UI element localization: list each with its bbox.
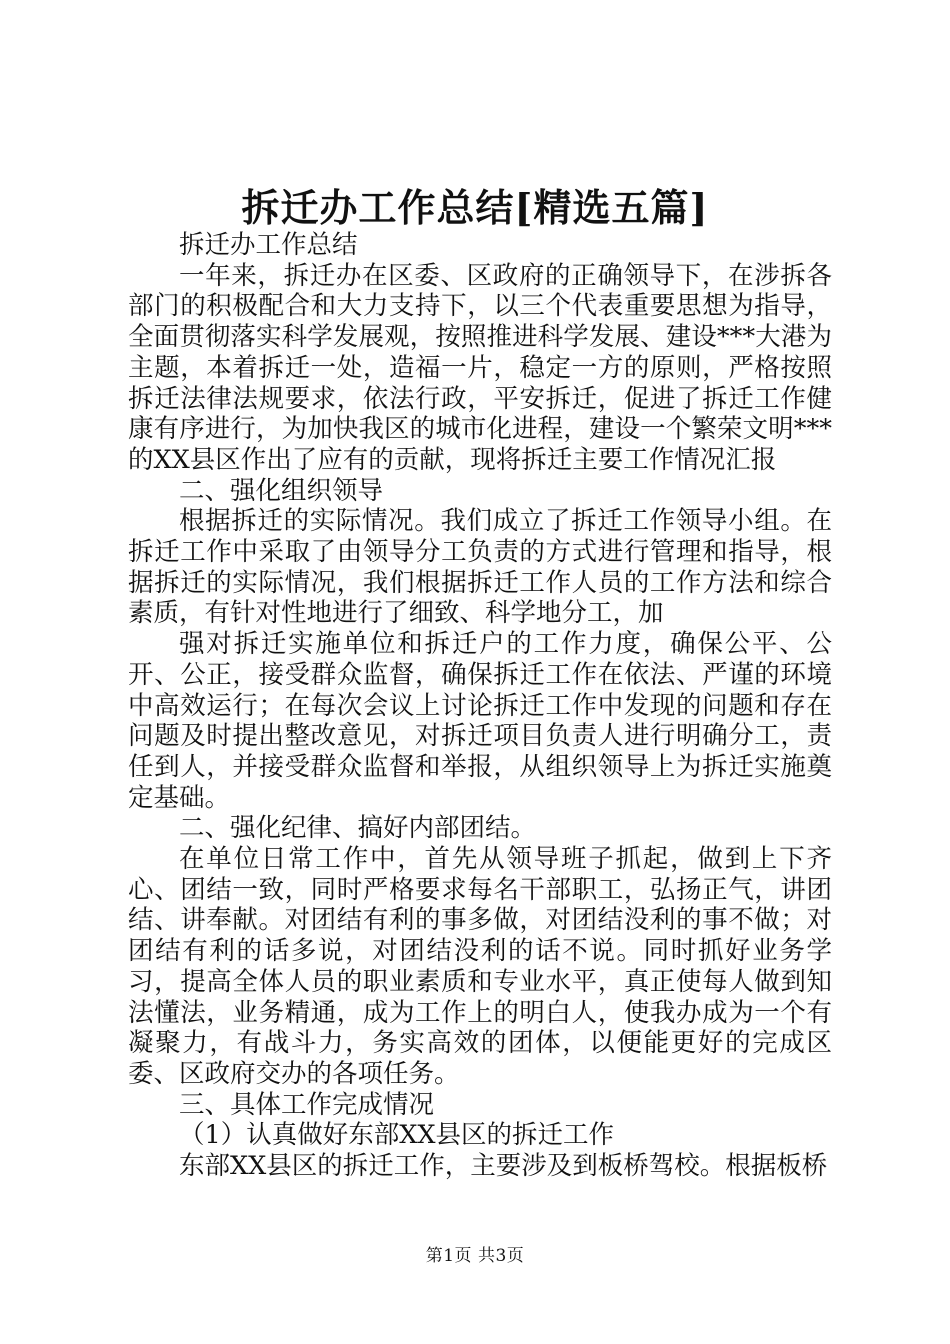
section-heading-discipline: 二、强化纪律、搞好内部团结。: [179, 813, 537, 844]
document-title: 拆迁办工作总结[精选五篇]: [241, 185, 709, 230]
paragraph-discipline: 在单位日常工作中，首先从领导班子抓起，做到上下齐心、团结一致，同时严格要求每名干部职工，弘扬正气，讲团结、讲奉献。对团结有利的事多做，对团结没利的事不做；对团结有利的话多说，对团结没利的话不说。同时抓好业务学习，提高全体人员的职业素质和专业水平，真正使每人做到知法懂法，业务精通，成为工作上的明白人，使我办成为一个有凝聚力，有战斗力，务实高效的团体，以便能更好的完成区委、区政府交办的各项任务。: [128, 844, 832, 1089]
paragraph-organization: 根据拆迁的实际情况。我们成立了拆迁工作领导小组。在拆迁工作中采取了由领导分工负责的方式进行管理和指导，根据拆迁的实际情况，我们根据拆迁工作人员的工作方法和综合素质，有针对性地进行了细致、科学地分工，加: [128, 506, 832, 629]
paragraph-intro: 一年来，拆迁办在区委、区政府的正确领导下，在涉拆各部门的积极配合和大力支持下，以三个代表重要思想为指导，全面贯彻落实科学发展观，按照推进科学发展、建设***大港为主题，本着拆迁一处，造福一片，稳定一方的原则，严格按照拆迁法律法规要求，依法行政，平安拆迁，促进了拆迁工作健康有序进行，为加快我区的城市化进程，建设一个繁荣文明***的XX县区作出了应有的贡献，现将拆迁主要工作情况汇报: [128, 260, 832, 475]
paragraph-heading: 拆迁办工作总结: [179, 230, 358, 260]
paragraph-east-district: 东部XX县区的拆迁工作，主要涉及到板桥驾校。根据板桥: [179, 1151, 828, 1182]
subsection-heading-east-district: （1）认真做好东部XX县区的拆迁工作: [179, 1120, 615, 1151]
document-body: [128, 230, 832, 1182]
section-heading-work-status: 三、具体工作完成情况: [179, 1089, 435, 1120]
page-indicator: 第1页 共3页: [425, 1246, 525, 1266]
paragraph-organization-continued: 强对拆迁实施单位和拆迁户的工作力度，确保公平、公开、公正，接受群众监督，确保拆迁工作在依法、严谨的环境中高效运行；在每次会议上讨论拆迁工作中发现的问题和存在问题及时提出整改意见，对拆迁项目负责人进行明确分工，责任到人，并接受群众监督和举报，从组织领导上为拆迁实施奠定基础。: [128, 629, 832, 813]
section-heading-organization: 二、强化组织领导: [179, 475, 384, 506]
